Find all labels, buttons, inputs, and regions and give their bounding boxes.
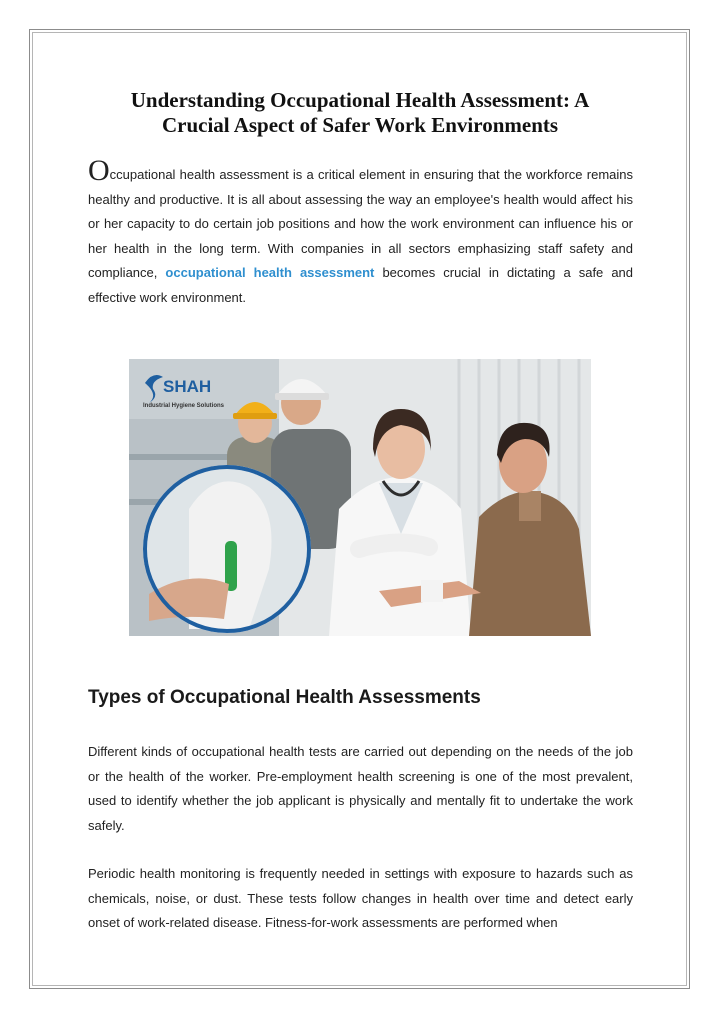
section-heading: Types of Occupational Health Assessments (88, 687, 481, 708)
intro-text-before-link: ccupational health assessment is a critical element in ensuring that the workforce remains healthy and productive. It is all about assessing the way an employee's health would affect his or her capacity to do certain job positions and how the work environment can influence his or her health in the long term. With companies in all sectors emphasizing staff safety and compliance, (88, 167, 633, 280)
logo-text: SHAH (163, 377, 212, 396)
title-line-1: Understanding Occupational Health Assessment: A (130, 88, 590, 112)
title-line-2: Crucial Aspect of Safer Work Environments (161, 113, 559, 137)
types-paragraph: Different kinds of occupational health tests are carried out depending on the needs of the job or the health of the worker. Pre-employment health screening is one of the most prevalent, used to identify whether the job applicant is physically and mentally fit to undertake the work safely. (88, 744, 633, 833)
logo-tagline: Industrial Hygiene Solutions (143, 403, 225, 409)
occupational-health-assessment-link[interactable]: occupational health assessment (165, 265, 375, 280)
document-title (60, 88, 660, 138)
intro-text-after-link: becomes crucial in dictating a safe and effective work environment. (88, 265, 634, 305)
intro-paragraph (88, 154, 634, 310)
periodic-paragraph: Periodic health monitoring is frequently needed in settings with exposure to hazards such as chemicals, noise, or dust. These tests follow changes in health over time and detect early onset of work-related disease. Fitness-for-work assessments are performed when (88, 866, 633, 930)
inset-circle (143, 465, 311, 633)
drop-cap: O (88, 154, 110, 187)
hero-illustration (129, 359, 591, 636)
hero-image (129, 359, 591, 636)
